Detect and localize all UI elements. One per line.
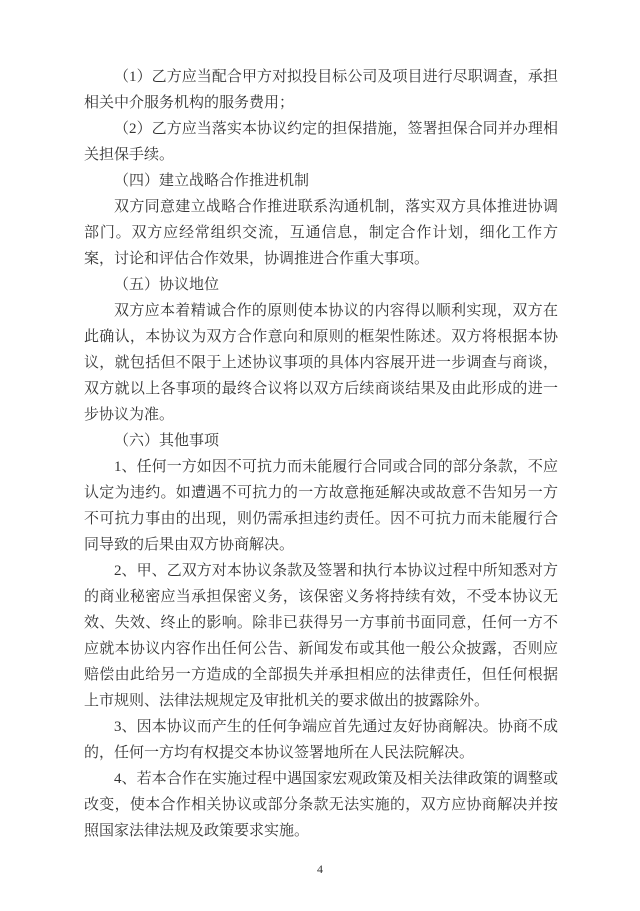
section-heading-6: （六）其他事项 [114,433,220,449]
other-items-4: 4、若本合作在实施过程中遇国家宏观政策及相关法律政策的调整或改变，使本合作相关协议或部分条款无法实施的，双方应协商解决并按照国家法律法规及政策要求实施。 [84,771,558,839]
section-5-paragraph: 双方应本着精诚合作的原则使本协议的内容得以顺利实现，双方在此确认，本协议为双方合作意向和原则的框架性陈述。双方将根据本协议，就包括但不限于上述协议事项的具体内容展开进一步调查与商谈，双方就以上各事项的最终合议将以双方后续商谈结果及由此形成的进一步协议为准。 [84,303,558,423]
section-heading-5: （五）协议地位 [114,277,220,293]
other-items-2: 2、甲、乙双方对本协议条款及签署和执行本协议过程中所知悉对方的商业秘密应当承担保密义务，该保密义务将持续有效，不受本协议无效、失效、终止的影响。除非已获得另一方事前书面同意，任何一方不应就本协议内容作出任何公告、新闻发布或其他一般公众披露，否则应赔偿由此给另一方造成的全部损失并承担相应的法律责任，但任何根据上市规则、法律法规规定及审批机关的要求做出的披露除外。 [84,563,558,709]
clause-item-1: （1）乙方应当配合甲方对拟投目标公司及项目进行尽职调查，承担相关中介服务机构的服务费用； [84,69,558,111]
other-items-3: 3、因本协议而产生的任何争端应首先通过友好协商解决。协商不成的，任何一方均有权提交本协议签署地所在人民法院解决。 [84,719,558,761]
page-number: 4 [317,862,323,876]
document-body [84,64,558,844]
section-4-paragraph: 双方同意建立战略合作推进联系沟通机制，落实双方具体推进协调部门。双方应经常组织交流，互通信息，制定合作计划，细化工作方案，讨论和评估合作效果，协调推进合作重大事项。 [84,199,558,267]
section-heading-4: （四）建立战略合作推进机制 [114,173,310,189]
clause-item-2: （2）乙方应当落实本协议约定的担保措施，签署担保合同并办理相关担保手续。 [84,121,558,163]
other-items-1: 1、任何一方如因不可抗力而未能履行合同或合同的部分条款，不应认定为违约。如遭遇不可抗力的一方故意拖延解决或故意不告知另一方不可抗力事由的出现，则仍需承担违约责任。因不可抗力而未能履行合同导致的后果由双方协商解决。 [84,459,558,553]
